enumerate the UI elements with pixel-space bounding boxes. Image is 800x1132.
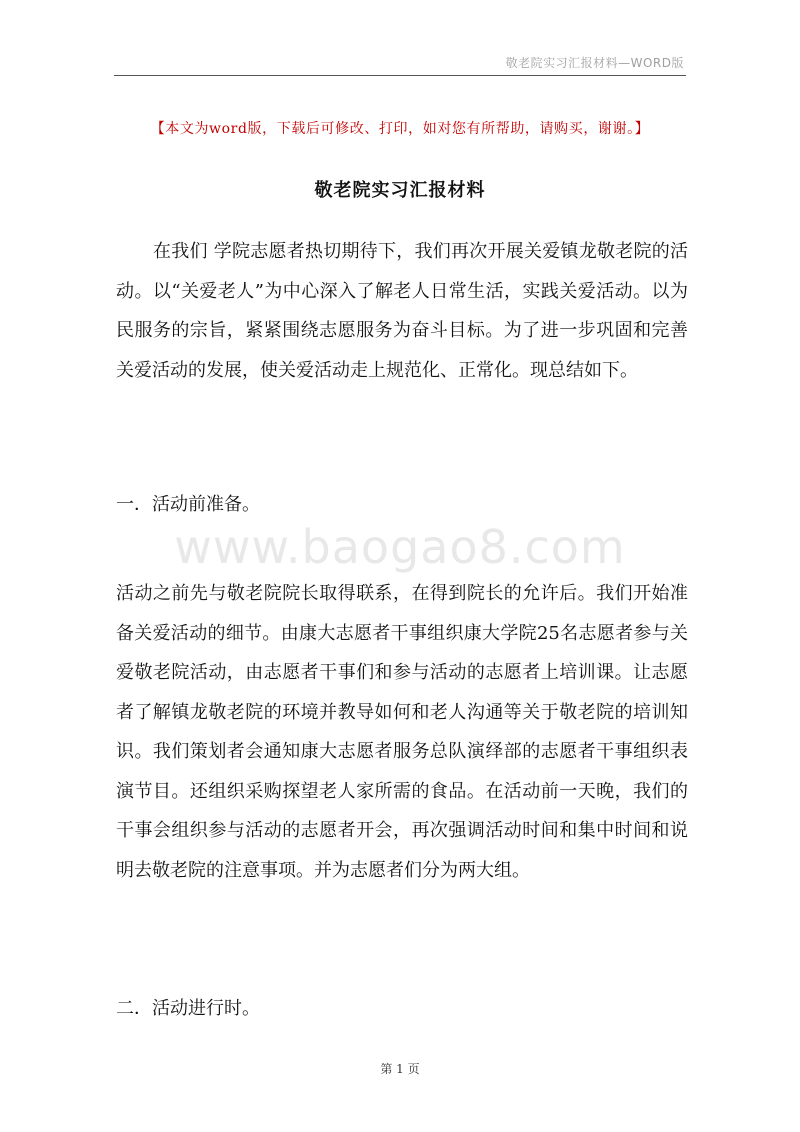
preparation-paragraph: 活动之前先与敬老院院长取得联系，在得到院长的允许后。我们开始准备关爱活动的细节。由康大志愿者干事组织康大学院25名志愿者参与关爱敬老院活动，由志愿者干事们和参与活动的志愿者上培训课。让志愿者了解镇龙敬老院的环境并教导如何和老人沟通等关于敬老院的培训知识。我们策划者会通知康大志愿者服务总队演绎部的志愿者干事组织表演节目。还组织采购探望老人家所需的食品。在活动前一天晚，我们的干事会组织参与活动的志愿者开会，再次强调活动时间和集中时间和说明去敬老院的注意事项。并为志愿者们分为两大组。 <box>116 583 688 881</box>
watermark: www.baogao8.com <box>174 520 626 574</box>
intro-paragraph: 在我们 学院志愿者热切期待下，我们再次开展关爱镇龙敬老院的活动。以“关爱老人”为中心深入了解老人日常生活，实践关爱活动。以为民服务的宗旨，紧紧围绕志愿服务为奋斗目标。为了进一步巩固和完善关爱活动的发展，使关爱活动走上规范化、正常化。现总结如下。 <box>116 241 688 381</box>
section-heading-preparation: 一．活动前准备。 <box>116 494 260 515</box>
running-header: 敬老院实习汇报材料—WORD版 <box>505 56 684 70</box>
page-number: 第 1 页 <box>380 1062 420 1076</box>
section-heading-in-progress: 二．活动进行时。 <box>116 998 260 1019</box>
header-divider <box>114 75 686 76</box>
purchase-notice: 【本文为word版，下载后可修改、打印，如对您有所帮助，请购买，谢谢。】 <box>150 121 650 137</box>
document-title: 敬老院实习汇报材料 <box>314 180 486 201</box>
